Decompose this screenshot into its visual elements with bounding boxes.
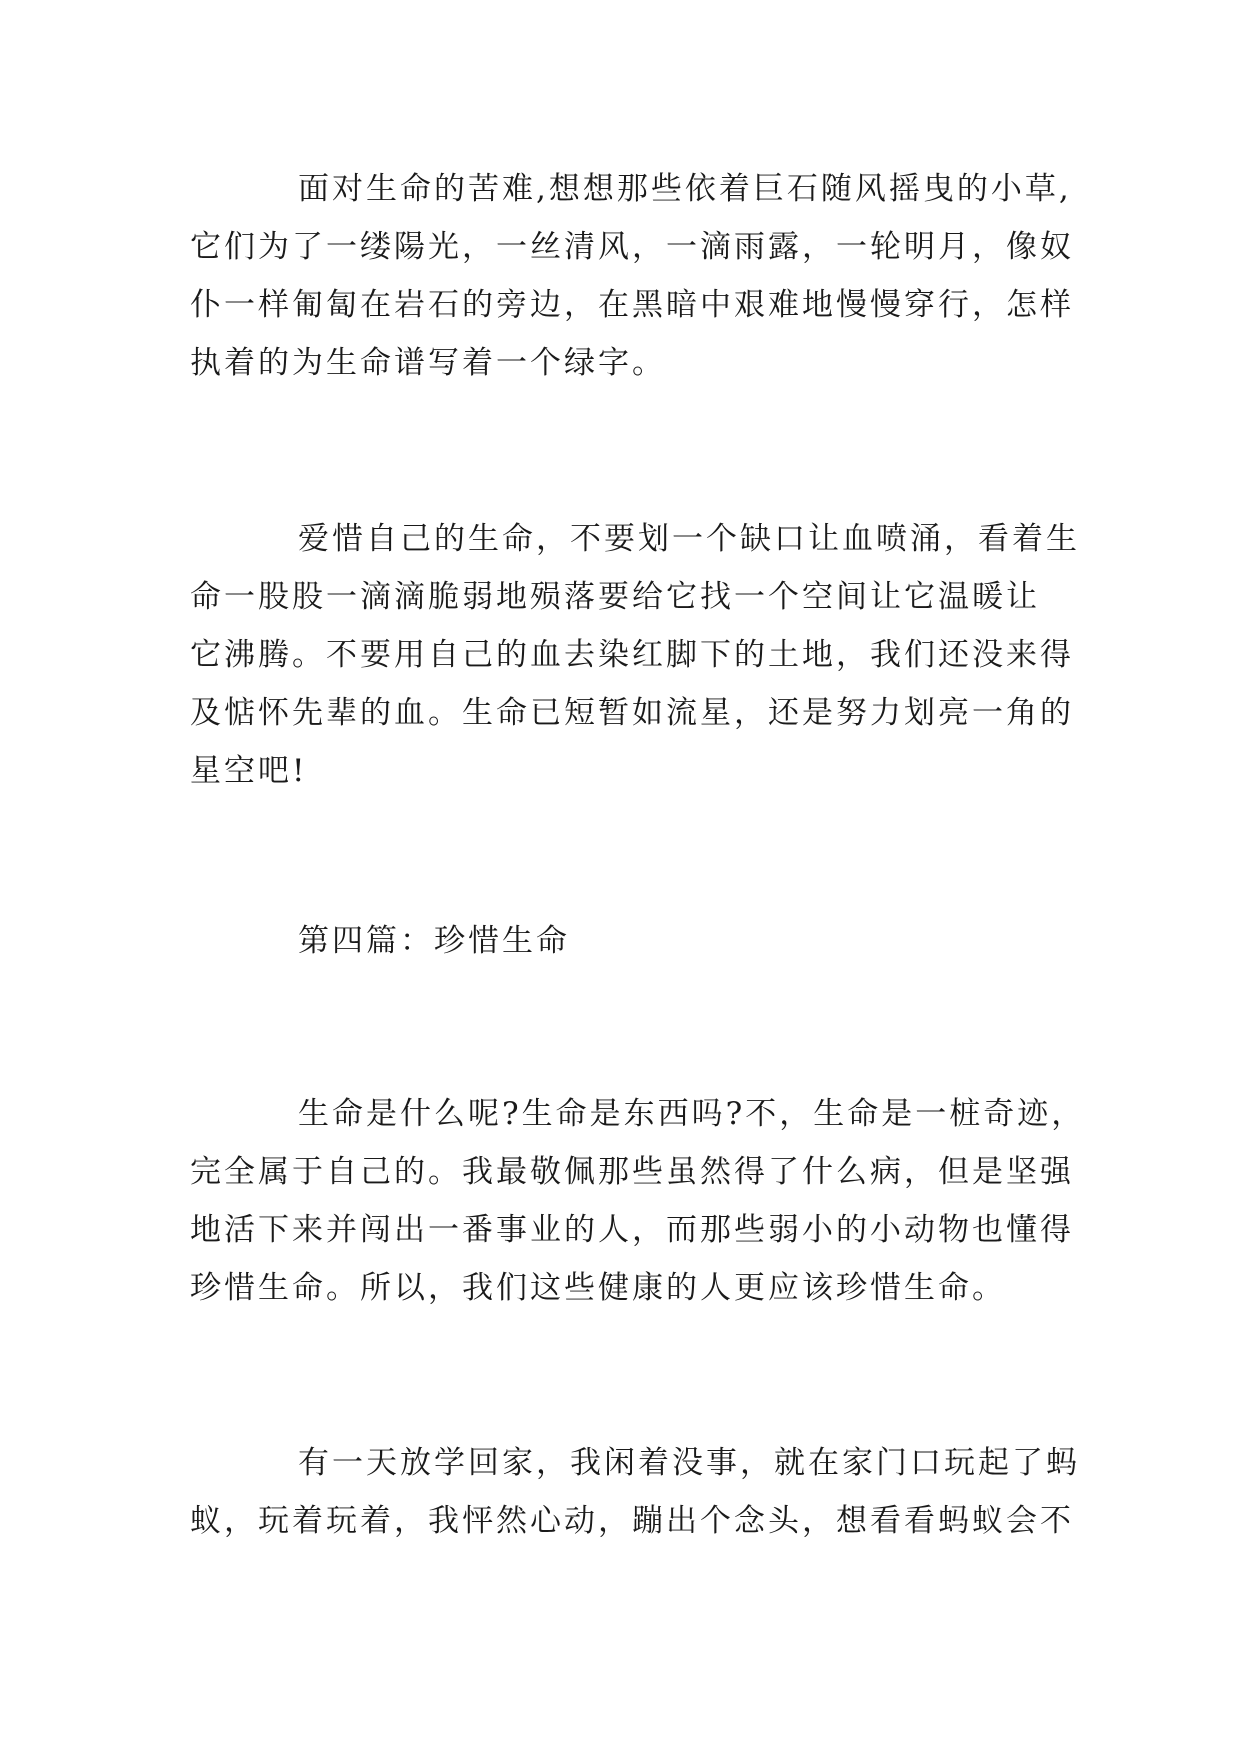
paragraph-line: 爱惜自己的生命，不要划一个缺口让血喷涌，看着生 [298,521,1080,557]
paragraph [190,160,1074,392]
paragraph-line: 地活下来并闯出一番事业的人，而那些弱小的小动物也懂得 [190,1212,1074,1248]
paragraph-line: 完全属于自己的。我最敬佩那些虽然得了什么病，但是坚强 [190,1154,1074,1190]
paragraph-line: 仆一样匍匐在岩石的旁边，在黑暗中艰难地慢慢穿行，怎样 [190,287,1074,323]
paragraph-line: 及惦怀先辈的血。生命已短暂如流星，还是努力划亮一角的 [190,695,1074,731]
paragraph-line: 生命是什么呢?生命是东西吗?不，生命是一桩奇迹， [298,1096,1086,1132]
paragraph-line: 蚁，玩着玩着，我怦然心动，蹦出个念头，想看看蚂蚁会不 [190,1503,1074,1539]
paragraph-line: 星空吧! [190,753,308,789]
section-heading [190,912,1070,970]
paragraph [190,1085,1086,1317]
paragraph [190,1434,1080,1550]
paragraph-line: 珍惜生命。所以，我们这些健康的人更应该珍惜生命。 [190,1270,1006,1306]
paragraph-line: 它沸腾。不要用自己的血去染红脚下的土地，我们还没来得 [190,637,1074,673]
paragraph-line: 命一股股一滴滴脆弱地殒落要给它找一个空间让它温暖让 [190,579,1040,615]
paragraph [190,510,1080,800]
paragraph-line: 面对生命的苦难,想想那些依着巨石随风摇曳的小草, [298,171,1072,207]
paragraph-line: 有一天放学回家，我闲着没事，就在家门口玩起了蚂 [298,1445,1080,1481]
paragraph-line: 它们为了一缕陽光，一丝清风，一滴雨露，一轮明月，像奴 [190,229,1074,265]
paragraph-line: 执着的为生命谱写着一个绿字。 [190,345,666,381]
section-heading-text: 第四篇：珍惜生命 [298,923,570,959]
